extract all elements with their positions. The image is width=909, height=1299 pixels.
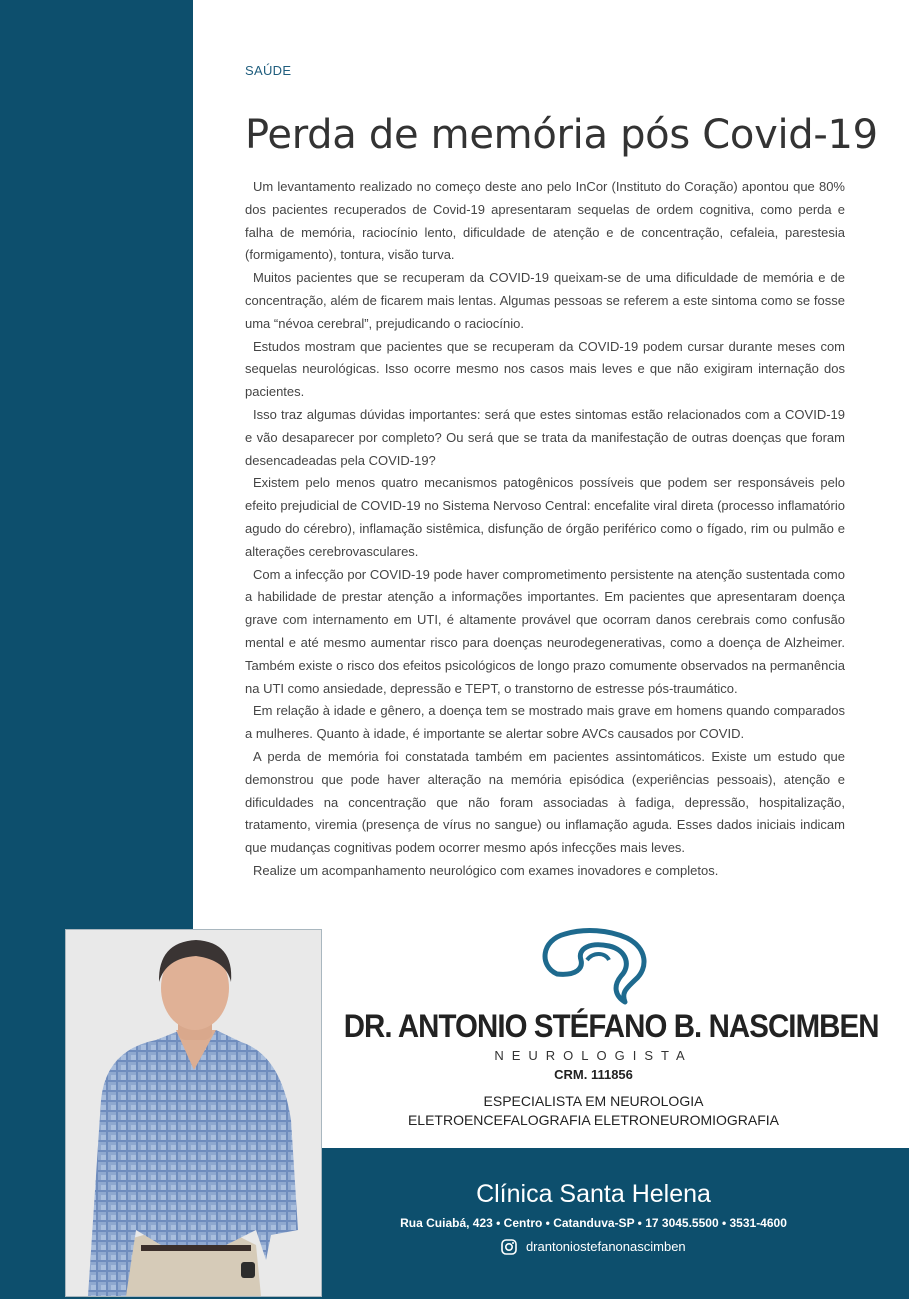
instagram-handle: drantoniostefanonascimben [525,1239,686,1255]
article-paragraph: Um levantamento realizado no começo deste ano pelo InCor (Instituto do Coração) apontou que 80% dos pacientes recuperados de Covid-19 apresentaram sequelas de ordem cognitiva, como perda e falha de memória, raciocínio lento, dificuldade de atenção e de concentração, cefaleia, parestesia (formigamento), tontura, visão turva. [245,179,845,263]
article-paragraph: Existem pelo menos quatro mecanismos patogênicos possíveis que podem ser responsáveis pelo efeito prejudicial de COVID-19 no Sistema Nervoso Central: encefalite viral direta (processo inflamatório agudo do cérebro), inflamação sistêmica, disfunção de órgão periférico como o fígado, rim ou pulmão e alterações cerebrovasculares. [245,475,845,559]
doctor-specialties [322,1092,865,1130]
article-paragraph: Isso traz algumas dúvidas importantes: será que estes sintomas estão relacionados com a COVID-19 e vão desaparecer por completo? Ou será que se trata da manifestação de outras doenças que foram desencadeadas pela COVID-19? [245,406,845,468]
doctor-photo [65,929,322,1297]
doctor-crm: CRM. 111856 [554,1067,633,1082]
instagram-handle-row[interactable] [322,1238,865,1255]
article-title: Perda de memória pós Covid-19 [245,112,878,158]
instagram-icon [501,1239,517,1255]
article-paragraph: Com a infecção por COVID-19 pode haver comprometimento persistente na atenção sustentada como a habilidade de prestar atenção a informações importantes. Em pacientes que apresentaram doença grave com internamento em UTI, é altamente provável que ocorram danos cerebrais como confusão mental e até mesmo aumentar risco para doenças neurodegenerativas, como a doença de Alzheimer. Também existe o risco dos efeitos psicológicos de longo prazo comumente observados na permanência na UTI como ansiedade, depressão e TEPT, o transtorno de estresse pós-traumático. [245,566,845,696]
specialty-line: ESPECIALISTA EM NEUROLOGIA [483,1093,704,1109]
section-label: SAÚDE [245,63,292,78]
doctor-title: NEUROLOGISTA [494,1048,693,1063]
article-paragraph: Realize um acompanhamento neurológico com exames inovadores e completos. [253,862,719,878]
article-paragraph: Em relação à idade e gênero, a doença tem se mostrado mais grave em homens quando comparados a mulheres. Quanto à idade, é importante se alertar sobre AVCs causados por COVID. [245,703,845,742]
clinic-name: Clínica Santa Helena [476,1180,711,1208]
article-paragraph: A perda de memória foi constatada também em pacientes assintomáticos. Existe um estudo que demonstrou que pode haver alteração na memória episódica (experiências pessoais), atenção e dificuldades na concentração que não foram associadas à fadiga, depressão, hospitalização, tratamento, viremia (presença de vírus no sangue) ou inflamação aguda. Esses dados iniciais indicam que mudanças cognitivas podem ocorrer mesmo após infecções mais leves. [245,748,845,856]
article-body [245,176,845,883]
clinic-address: Rua Cuiabá, 423 • Centro • Catanduva-SP • 17 3045.5500 • 3531-4600 [400,1216,787,1230]
doctor-name: DR. ANTONIO STÉFANO B. NASCIMBEN [343,1008,879,1044]
article-paragraph: Estudos mostram que pacientes que se recuperam da COVID-19 podem cursar durante meses com sequelas neurológicas. Isso ocorre mesmo nos casos mais leves e que não exigiram internação dos pacientes. [245,338,845,400]
brain-logo-icon [535,926,651,1006]
article-paragraph: Muitos pacientes que se recuperam da COVID-19 queixam-se de uma dificuldade de memória e de concentração, além de ficarem mais lentas. Algumas pessoas se referem a este sintoma como se fosse uma “névoa cerebral”, prejudicando o raciocínio. [245,270,845,331]
specialty-line: ELETROENCEFALOGRAFIA ELETRONEUROMIOGRAFIA [407,1112,780,1128]
